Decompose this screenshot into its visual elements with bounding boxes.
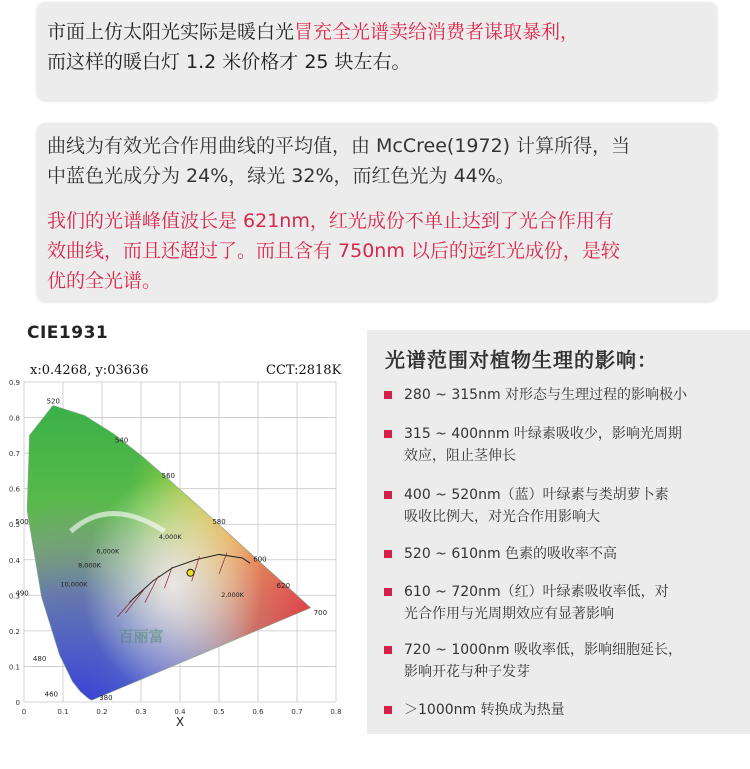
- info-para1-line2: 中蓝色光成分为 24%，绿光 32%，而红色光为 44%。: [47, 165, 515, 187]
- intro-line1-black: 市面上仿太阳光实际是暖白光: [47, 21, 295, 43]
- x-tick-label: 0.7: [291, 708, 303, 716]
- temperature-label: 6,000K: [96, 547, 120, 556]
- y-tick-label: 0.7: [8, 450, 20, 459]
- y-tick-label: 0.4: [8, 556, 20, 565]
- cie-plot: [0, 318, 360, 763]
- wavelength-label: 540: [114, 436, 129, 445]
- wavelength-label: 580: [212, 518, 226, 527]
- bullet-square-icon: [384, 430, 392, 438]
- x-tick-label: 0: [21, 708, 27, 716]
- info-box: [37, 123, 717, 301]
- info-para1-line1: 曲线为有效光合作用曲线的平均值，由 McCree(1972) 计算所得，当: [47, 135, 631, 157]
- wavelength-label: 500: [15, 518, 29, 527]
- temperature-label: 2,000K: [221, 591, 245, 600]
- info-para2-line2: 效曲线，而且还超过了。而且含有 750nm 以后的远红光成份，是较: [47, 240, 620, 262]
- info-para2-line3: 优的全光谱。: [47, 270, 162, 292]
- wavelength-label: 490: [15, 589, 29, 598]
- intro-text: [47, 17, 705, 77]
- x-tick-label: 0.6: [252, 708, 264, 716]
- effect-text: 720 ~ 1000nm 吸收率低，影响细胞延长， 影响开花与种子发芽: [404, 642, 682, 680]
- info-para2-line1: 我们的光谱峰值波长是 621nm，红光成份不单止达到了光合作用有: [47, 210, 614, 232]
- y-tick-label: 0.6: [8, 485, 20, 494]
- effect-text: 280 ~ 315nm 对形态与生理过程的影响极小: [404, 387, 688, 403]
- bullet-square-icon: [384, 646, 392, 654]
- watermark-logo: 百丽富: [118, 627, 164, 646]
- effect-text: 520 ~ 610nm 色素的吸收率不高: [404, 546, 618, 562]
- y-tick-label: 0.2: [8, 627, 20, 636]
- wavelength-label: 700: [313, 608, 328, 617]
- cie-point: [187, 569, 194, 576]
- info-para1: [47, 131, 705, 191]
- chromaticity-coordinates: x:0.4268, y:03636: [30, 363, 149, 378]
- bullet-square-icon: [384, 391, 392, 399]
- color-temperature: CCT:2818K: [266, 363, 342, 378]
- wavelength-label: 380: [99, 694, 113, 703]
- bullet-square-icon: [384, 588, 392, 596]
- x-tick-label: 0.1: [57, 708, 69, 716]
- wavelength-label: 560: [161, 472, 175, 480]
- effect-text: 315 ~ 400nnm 叶绿素吸收少，影响光周期 效应，阻止茎伸长: [404, 426, 682, 464]
- effect-text: 610 ~ 720nm（红）叶绿素吸收率低，对 光合作用与光周期效应有显著影响: [404, 584, 669, 622]
- x-tick-label: 0.8: [330, 708, 342, 716]
- chart-title: CIE1931: [27, 323, 109, 343]
- effect-text: ＞1000nm 转换成为热量: [404, 702, 565, 718]
- y-tick-label: 0.1: [8, 663, 20, 672]
- y-tick-label: 0.9: [8, 379, 20, 387]
- spectrum-effects-panel: [367, 330, 750, 734]
- y-tick-label: 0.8: [8, 414, 20, 423]
- y-tick-label: 0.3: [8, 592, 20, 601]
- info-para2: [47, 206, 705, 296]
- bullet-square-icon: [384, 706, 392, 714]
- temperature-label: 8,000K: [78, 561, 101, 570]
- x-tick-label: 0.5: [213, 708, 225, 716]
- cie-chart: [0, 318, 360, 763]
- intro-box: [37, 2, 717, 100]
- bullet-square-icon: [384, 491, 392, 499]
- intro-line2: 而这样的暖白灯 1.2 米价格才 25 块左右。: [47, 51, 411, 73]
- x-tick-label: 0.2: [96, 708, 108, 716]
- x-axis-label: X: [175, 715, 185, 729]
- effect-text: 400 ~ 520nm（蓝）叶绿素与类胡萝卜素 吸收比例大，对光合作用影响大: [404, 487, 669, 525]
- x-tick-label: 0.4: [174, 708, 186, 716]
- y-tick-label: 0.5: [8, 521, 20, 530]
- y-tick-label: 0: [15, 699, 20, 707]
- bullet-square-icon: [384, 550, 392, 558]
- x-tick-label: 0.3: [135, 708, 147, 716]
- wavelength-label: 600: [253, 555, 267, 564]
- wavelength-label: 520: [46, 397, 60, 406]
- temperature-label: 10,000K: [60, 580, 88, 589]
- wavelength-label: 620: [276, 582, 291, 591]
- effects-title: 光谱范围对植物生理的影响：: [385, 348, 658, 372]
- wavelength-label: 480: [32, 655, 47, 664]
- intro-line1-red: 冒充全光谱卖给消费者谋取暴利，: [294, 21, 580, 43]
- wavelength-label: 460: [44, 690, 58, 699]
- temperature-label: 4,000K: [158, 533, 182, 542]
